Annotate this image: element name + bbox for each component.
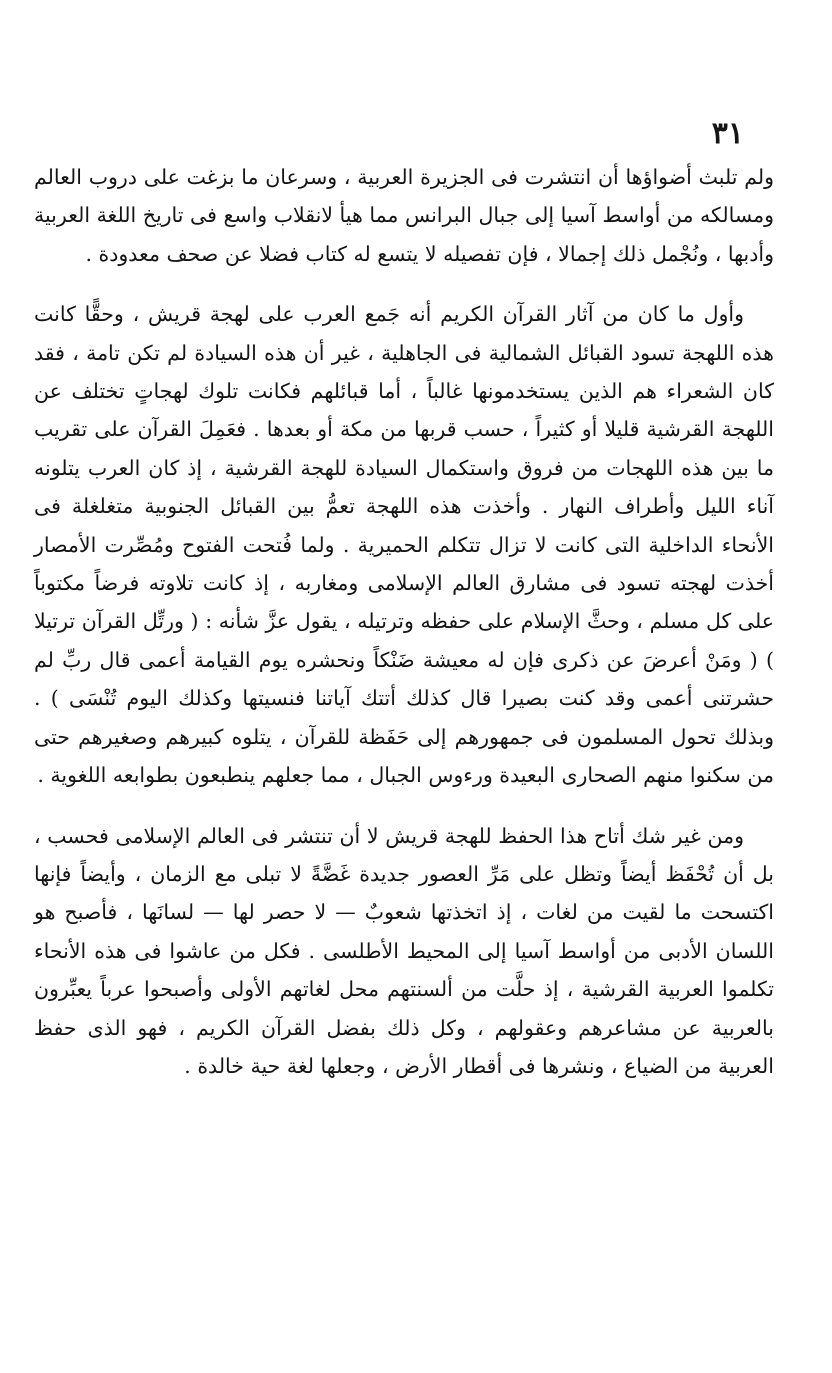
paragraph-2: وأول ما كان من آثار القرآن الكريم أنه جَمع العرب على لهجة قريش ، وحقًّا كانت هذه اللهجة تسود القبائل الشمالية فى الجاهلية ، غير أن هذه السيادة لم تكن تامة ، فقد كان الشعراء هم الذين يستخدمونها غالباً ، أما قبائلهم فكانت تلوك لهجاتٍ تختلف عن اللهجة القرشية قليلا أو كثيراً ، حسب قربها من مكة أو بعدها . فعَمِلَ القرآن على تقريب ما بين هذه اللهجات من فروق واستكمال السيادة للهجة القرشية ، إذ كان العرب يتلونه آناء الليل وأطراف النهار . وأخذت هذه اللهجة تعمُّ بين القبائل الجنوبية متغلغلة فى الأنحاء الداخلية التى كانت لا تزال تتكلم الحميرية . ولما فُتحت الفتوح ومُصِّرت الأمصار أخذت لهجته تسود فى مشارق العالم الإسلامى ومغاربه ، إذ كانت تلاوته فرضاً مكتوباً على كل مسلم ، وحثَّ الإسلام على حفظه وترتيله ، يقول عزَّ شأنه : ( ورتِّل القرآن ترتيلا ) ( ومَنْ أعرضَ عن ذكرى فإن له معيشة ضَنْكاً ونحشره يوم القيامة أعمى قال ربِّ لم حشرتنى أعمى وقد كنت بصيرا قال كذلك أتتك آياتنا فنسيتها وكذلك اليوم تُنْسَى ) . وبذلك تحول المسلمون فى جمهورهم إلى حَفَظة للقرآن ، يتلوه كبيرهم وصغيرهم حتى من سكنوا منهم الصحارى البعيدة ورءوس الجبال ، مما جعلهم ينطبعون بطوابعه اللغوية .: [34, 302, 774, 788]
paragraph-1: ولم تلبث أضواؤها أن انتشرت فى الجزيرة العربية ، وسرعان ما بزغت على دروب العالم ومسالكه من أواسط آسيا إلى جبال البرانس مما هيأ لانقلاب واسع فى تاريخ اللغة العربية وأدبها ، ونُجْمل ذلك إجمالا ، فإن تفصيله لا يتسع له كتاب فضلا عن صحف معدودة .: [34, 165, 774, 266]
paragraph-3: ومن غير شك أتاح هذا الحفظ للهجة قريش لا أن تنتشر فى العالم الإسلامى فحسب ، بل أن تُحْفَظ أيضاً وتظل على مَرِّ العصور جديدة غَضَّةً لا تبلى مع الزمان ، وأيضاً فإنها اكتسحت ما لقيت من لغات ، إذ اتخذتها شعوبٌ — لا حصر لها — لسانَها ، فأصبح هو اللسان الأدبى من أواسط آسيا إلى المحيط الأطلسى . فكل من عاشوا فى هذه الأنحاء تكلموا العربية القرشية ، إذ حلَّت من ألسنتهم محل لغاتهم الأولى وأصبحوا عرباً يعبِّرون بالعربية عن مشاعرهم وعقولهم ، وكل ذلك بفضل القرآن الكريم ، فهو الذى حفظ العربية من الضياع ، ونشرها فى أقطار الأرض ، وجعلها لغة حية خالدة .: [34, 823, 774, 1078]
page-number: ٣١: [711, 116, 744, 151]
body-text: [34, 158, 774, 1085]
